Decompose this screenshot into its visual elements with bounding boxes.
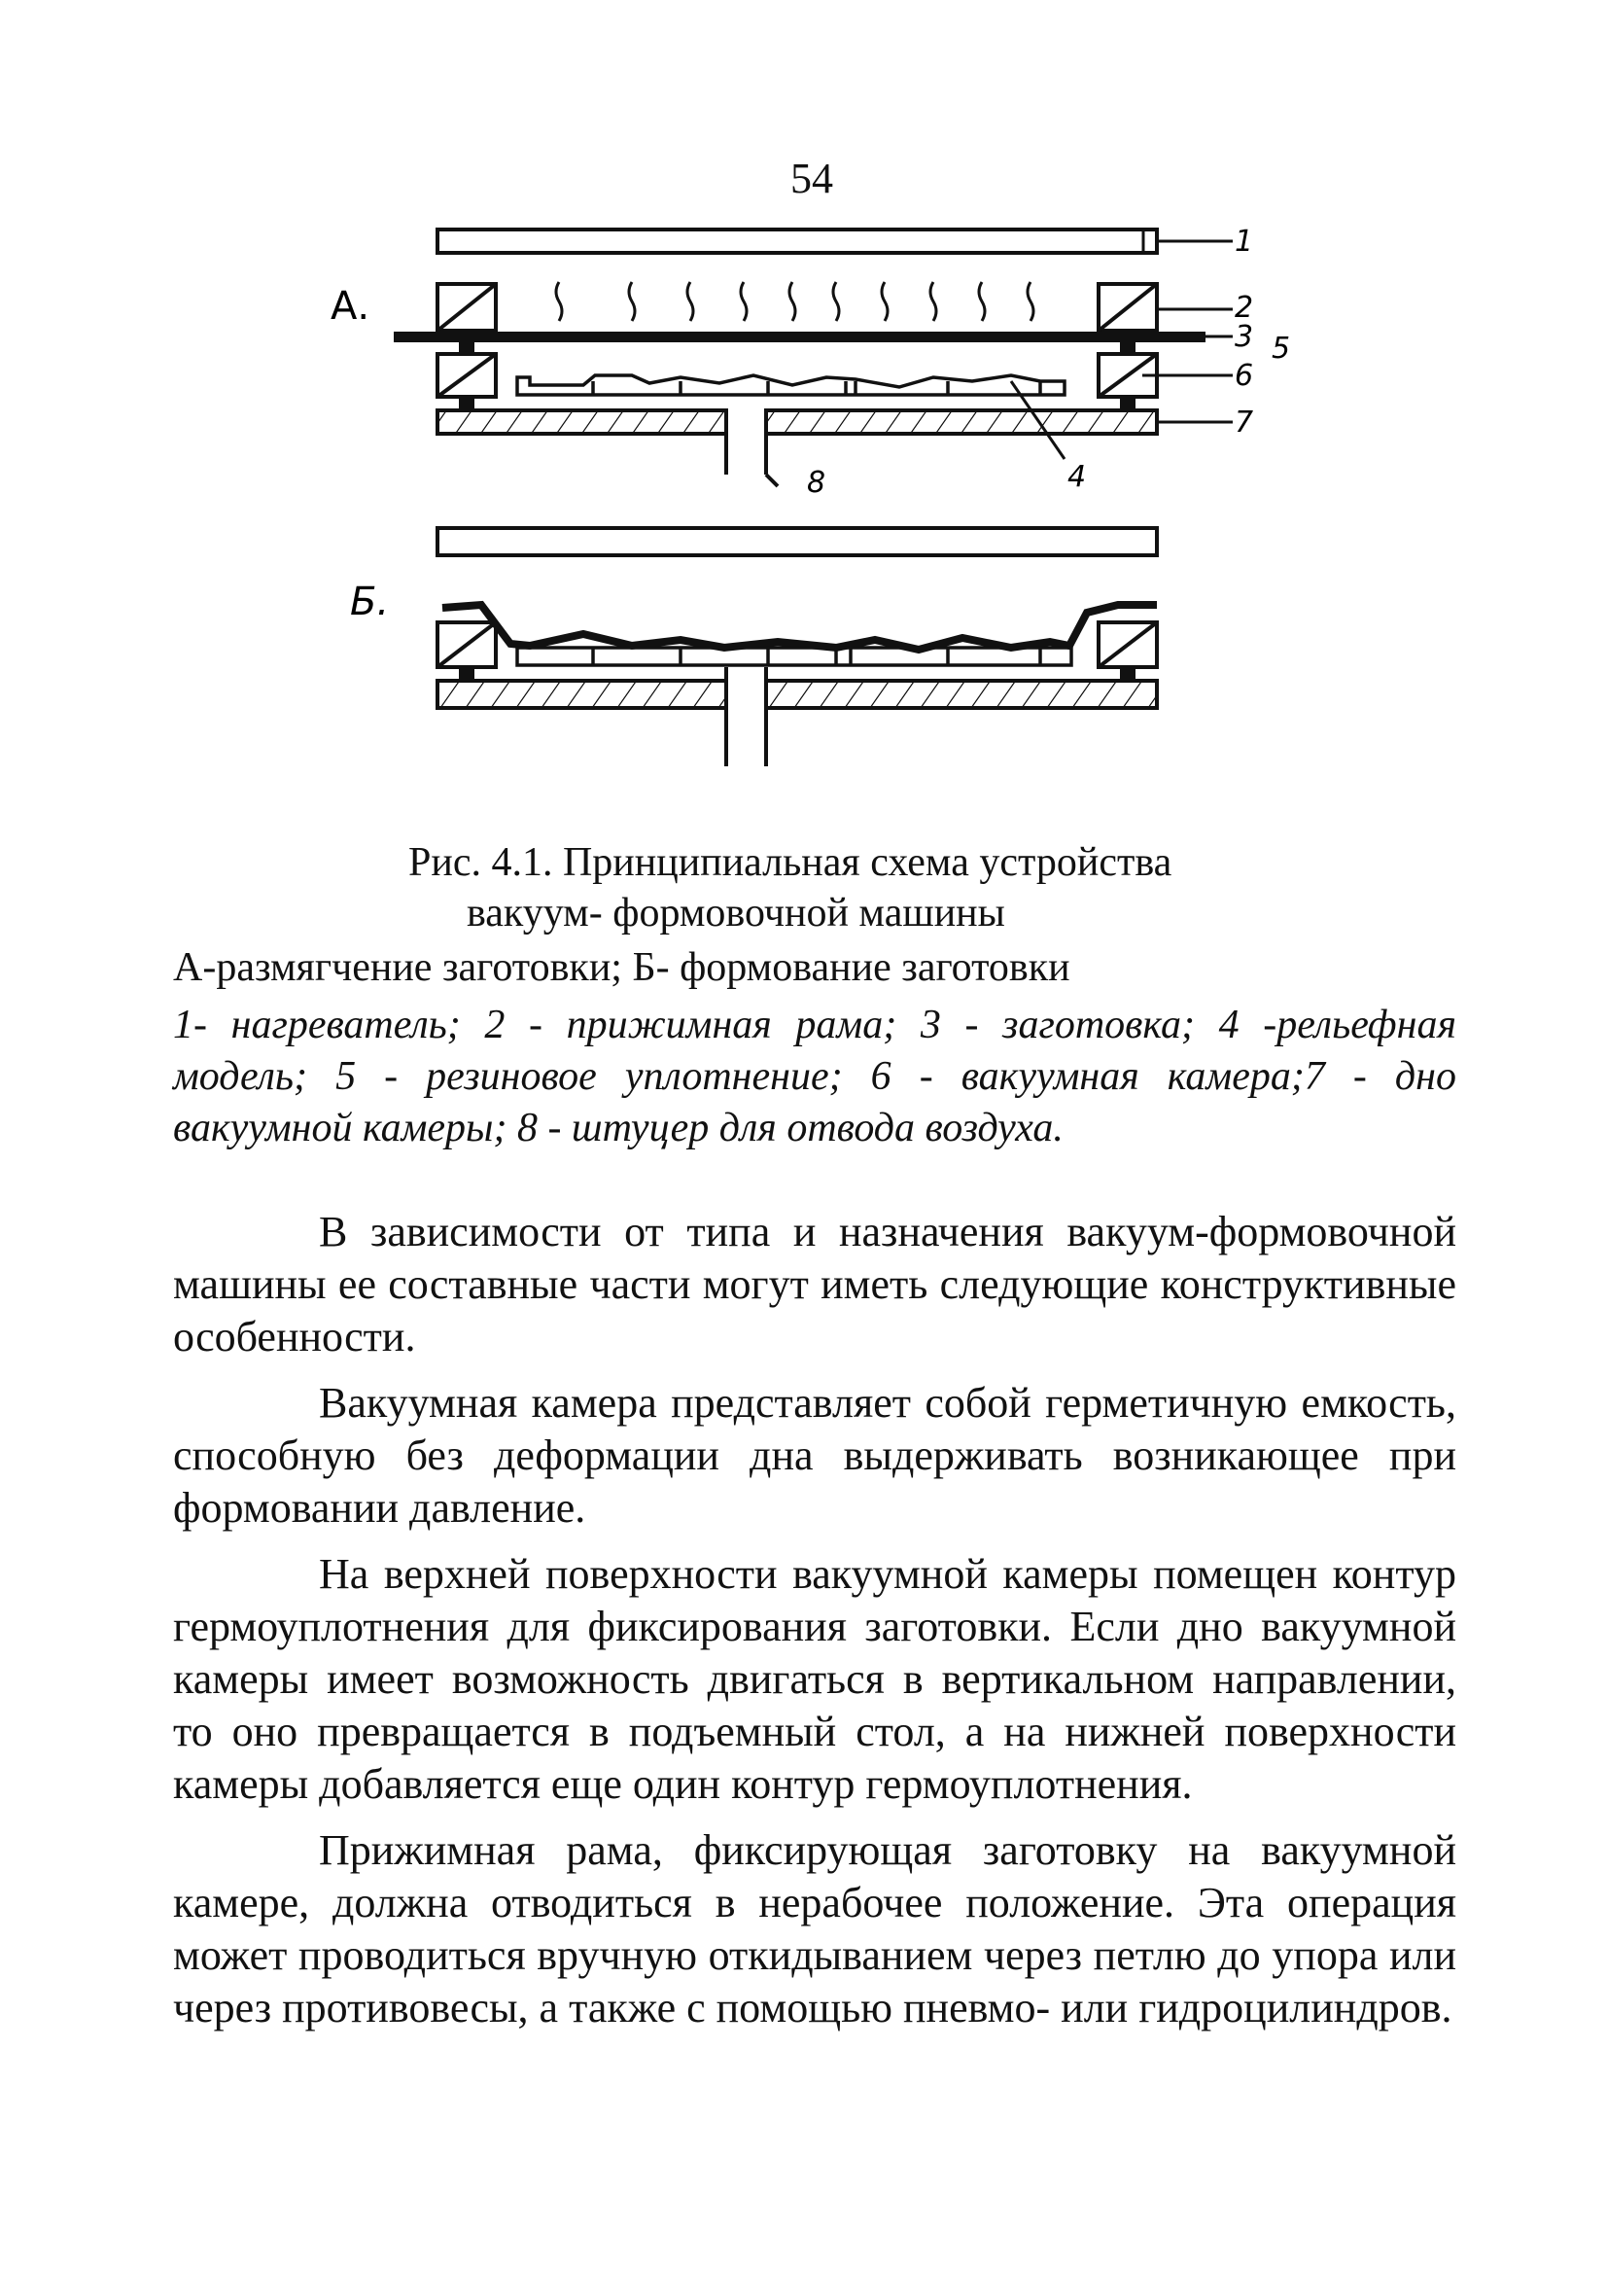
formed-sheet <box>442 605 1157 650</box>
figure-legend: 1- нагреватель; 2 - прижимная рама; 3 - заготовка; 4 -рельефная модель; 5 - резиновое уплотнение; 6 - вакуумная камера;7 - дно вакуумной камеры; 8 - штуцер для отвода воздуха. <box>173 1003 1456 1150</box>
clamping-frame <box>437 284 1157 331</box>
chamber-floor-b <box>437 681 1157 708</box>
rubber-seals-b <box>459 667 1135 679</box>
callout-5: 5 <box>1272 332 1291 366</box>
panel-a-label: А. <box>331 284 370 329</box>
heater-b <box>437 528 1157 555</box>
vacuum-chamber <box>437 354 1157 397</box>
callout-6: 6 <box>1235 359 1254 393</box>
callout-numbers <box>807 225 1290 500</box>
callout-2: 2 <box>1235 291 1254 325</box>
sheet-blank <box>394 332 1205 342</box>
air-outlet-fitting <box>726 434 778 486</box>
chamber-floor <box>437 410 1157 434</box>
paragraph: Вакуумная камера представляет собой герметичную емкость, способную без деформации дна выдерживать возникающее при формовании давление. <box>173 1379 1456 1532</box>
heater <box>437 230 1157 253</box>
callout-1: 1 <box>1235 225 1254 259</box>
relief-model <box>517 375 1065 395</box>
figure-caption-subtitle: вакуум- формовочной машины <box>467 891 1005 936</box>
callout-4: 4 <box>1067 460 1087 494</box>
figure-caption-title: Рис. 4.1. Принципиальная схема устройства <box>408 840 1172 885</box>
panel-b-label: Б. <box>350 580 390 624</box>
figure-stages: А-размягчение заготовки; Б- формование заготовки <box>173 945 1070 990</box>
relief-model-b <box>517 648 1071 665</box>
heat-waves <box>556 282 1033 321</box>
callout-3: 3 <box>1235 320 1254 354</box>
callout-8: 8 <box>807 466 826 500</box>
page-number: 54 <box>790 155 833 202</box>
paragraph: На верхней поверхности вакуумной камеры помещен контур гермоуплотнения для фиксирования заготовки. Если дно вакуумной камеры имеет возможность двигаться в вертикальном направлении, то оно превращается в подъемный стол, а на нижней поверхности камеры добавляется еще один контур гермоуплотнения. <box>173 1550 1456 1808</box>
body-text <box>173 1206 1456 2048</box>
callout-7: 7 <box>1235 406 1254 440</box>
paragraph: Прижимная рама, фиксирующая заготовку на вакуумной камере, должна отводиться в нерабочее положение. Эта операция может проводиться вручную откидыванием через петлю до упора или через противовесы, а также с помощью пневмо- или гидроцилиндров. <box>173 1826 1456 2031</box>
vacuum-forming-diagram <box>0 0 1607 797</box>
paragraph: В зависимости от типа и назначения вакуум-формовочной машины ее составные части могут иметь следующие конструктивные особенности. <box>173 1208 1456 1360</box>
air-outlet-fitting-b <box>726 667 766 766</box>
rubber-seals <box>459 342 1135 408</box>
